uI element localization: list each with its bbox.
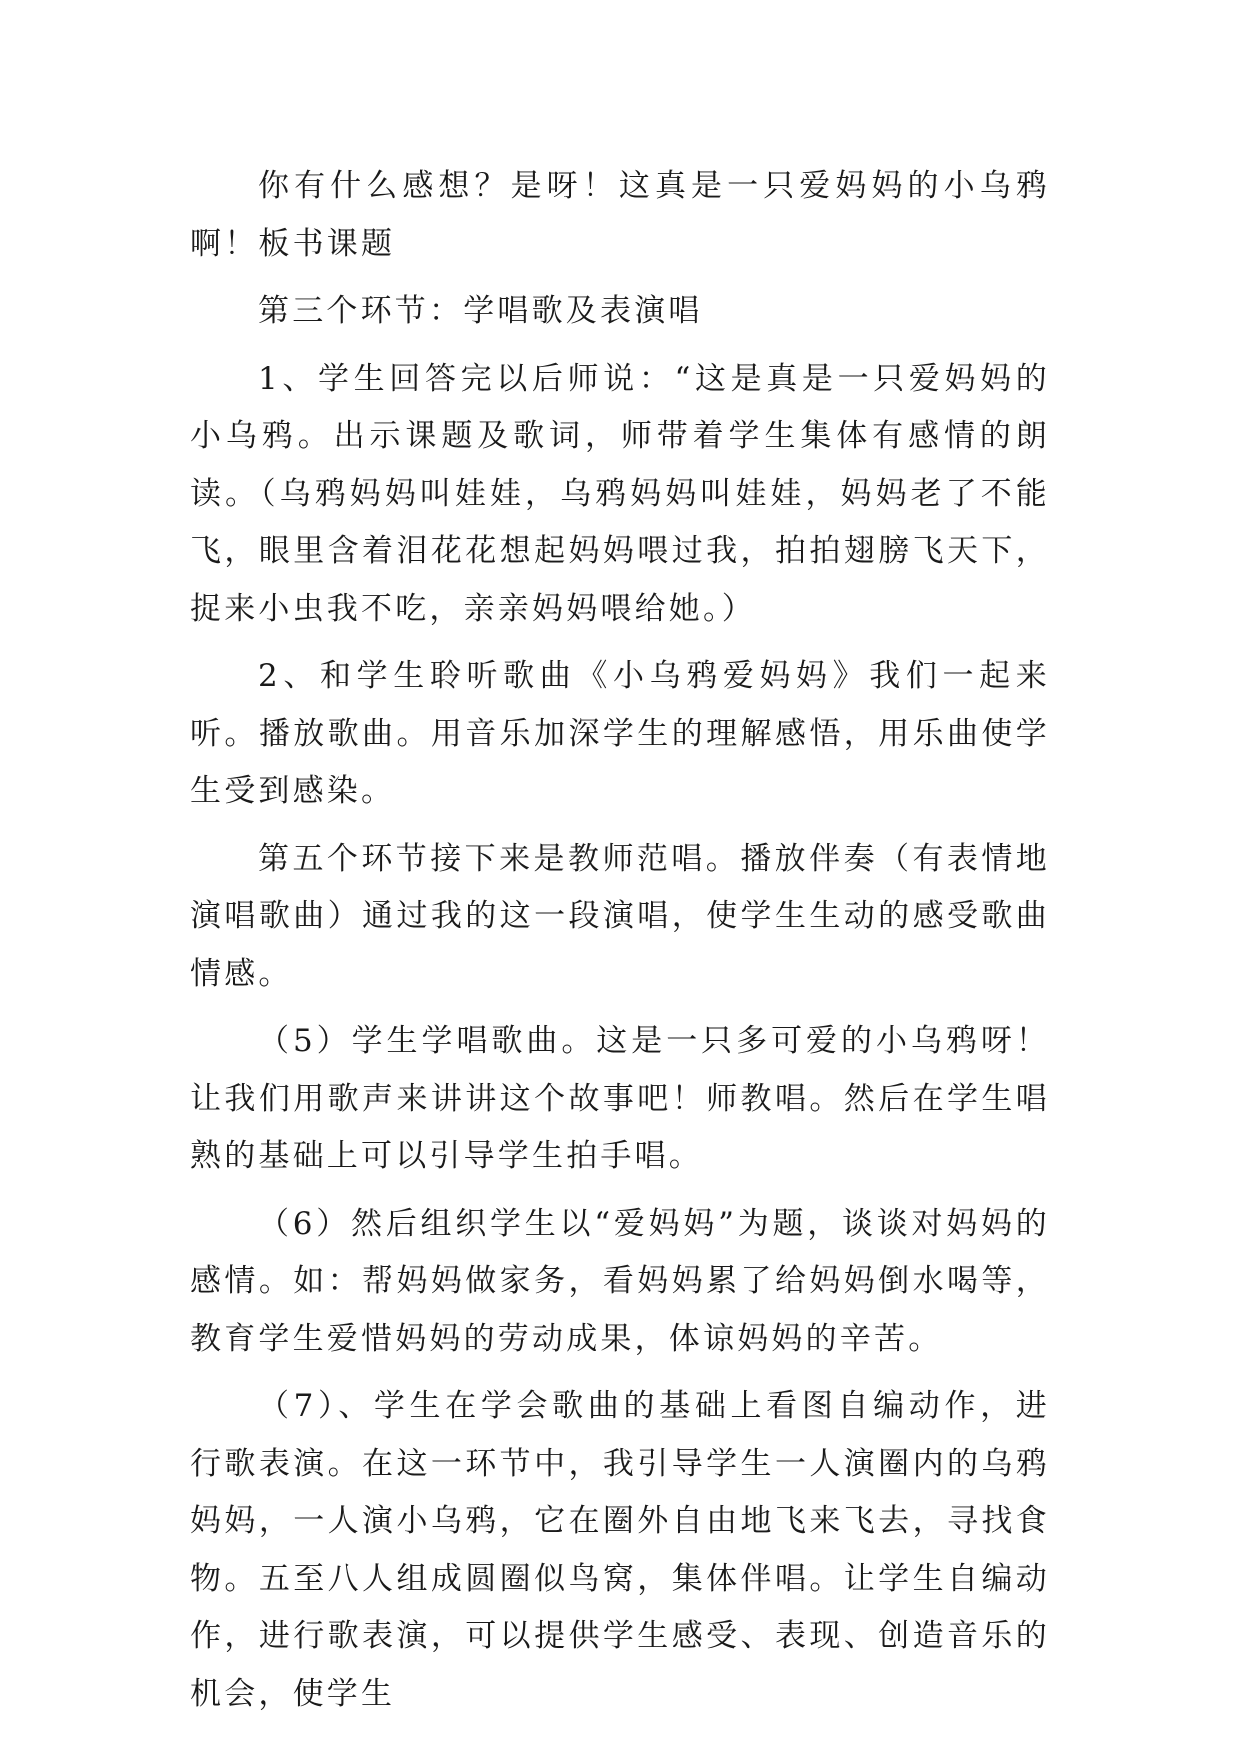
- paragraph-section-five: 第五个环节接下来是教师范唱。播放伴奏（有表情地演唱歌曲）通过我的这一段演唱，使学生生动的感受歌曲情感。: [190, 840, 1050, 992]
- document-body: [190, 158, 1050, 1723]
- paragraph-step-5: （5）学生学唱歌曲。这是一只多可爱的小乌鸦呀！让我们用歌声来讲讲这个故事吧！师教唱。然后在学生唱熟的基础上可以引导学生拍手唱。: [190, 1023, 1050, 1174]
- paragraph-step-6: （6）然后组织学生以“爱妈妈”为题，谈谈对妈妈的感情。如：帮妈妈做家务，看妈妈累了给妈妈倒水喝等，教育学生爱惜妈妈的劳动成果，体谅妈妈的辛苦。: [190, 1205, 1050, 1357]
- paragraph-section-three-heading: 第三个环节：学唱歌及表演唱: [258, 293, 703, 329]
- paragraph-intro: 你有什么感想？是呀！这真是一只爱妈妈的小乌鸦啊！板书课题: [190, 168, 1050, 262]
- paragraph-step-7: （7）、学生在学会歌曲的基础上看图自编动作，进行歌表演。在这一环节中，我引导学生一人演圈内的乌鸦妈妈，一人演小乌鸦，它在圈外自由地飞来飞去，寻找食物。五至八人组成圆圈似鸟窝，集体伴唱。让学生自编动作，进行歌表演，可以提供学生感受、表现、创造音乐的机会，使学生: [190, 1388, 1050, 1712]
- paragraph-step-1: 1、学生回答完以后师说：“这是真是一只爱妈妈的小乌鸦。出示课题及歌词，师带着学生集体有感情的朗读。（乌鸦妈妈叫娃娃，乌鸦妈妈叫娃娃，妈妈老了不能飞，眼里含着泪花花想起妈妈喂过我，拍拍翅膀飞天下，捉来小虫我不吃，亲亲妈妈喂给她。）: [190, 360, 1050, 627]
- paragraph-step-2: 2、和学生聆听歌曲《小乌鸦爱妈妈》我们一起来听。播放歌曲。用音乐加深学生的理解感悟，用乐曲使学生受到感染。: [190, 658, 1050, 809]
